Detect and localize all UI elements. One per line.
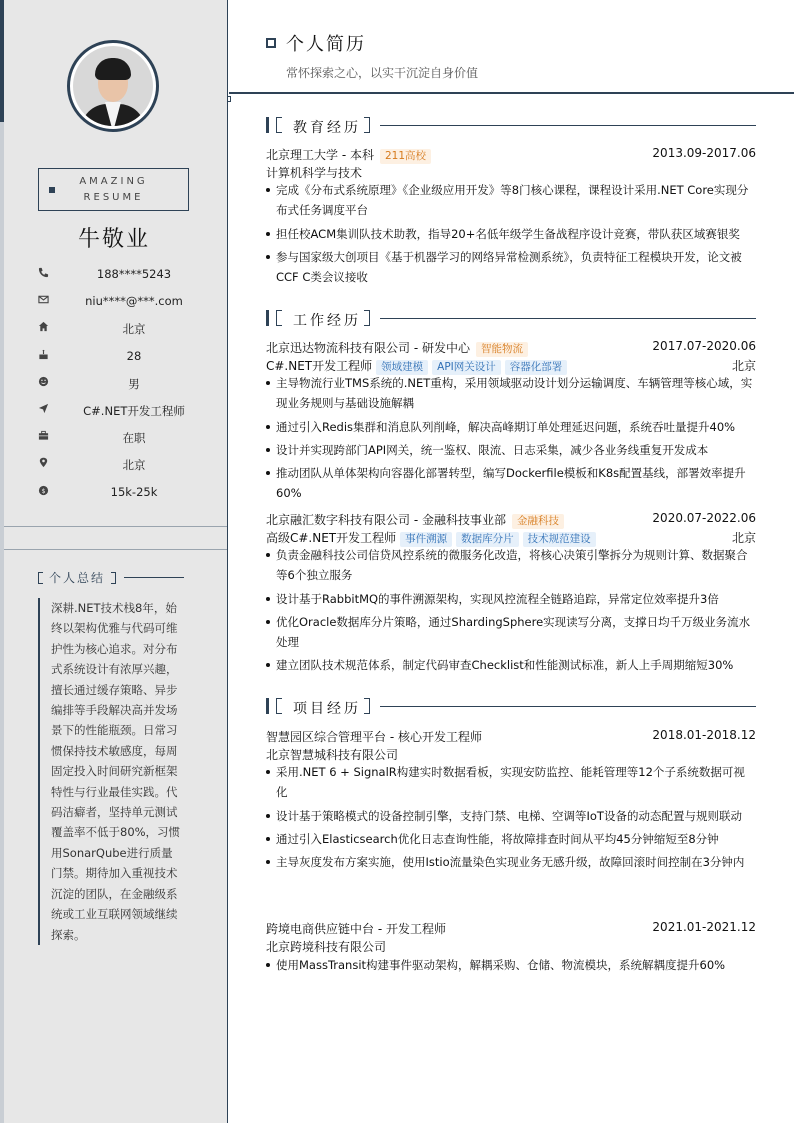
- education-period: 2013.09-2017.06: [652, 146, 756, 160]
- list-item: 采用.NET 6 + SignalR构建实时数据看板，实现安防监控、能耗管理等12个子系统数据可视化: [266, 762, 756, 803]
- section-heading-education: [266, 117, 756, 135]
- page-title: 个人简历: [286, 34, 366, 55]
- status-value: 在职: [122, 431, 146, 446]
- industry-badge: 智能物流: [476, 342, 528, 357]
- avatar: [67, 40, 159, 132]
- info-row-status: [0, 427, 228, 454]
- section-title: 项目经历: [293, 701, 361, 717]
- project-bullets: [266, 762, 756, 875]
- summary-heading: [38, 569, 116, 586]
- list-item: 设计并实现跨部门API网关，统一鉴权、限流、日志采集，减少各业务线重复开发成本: [266, 440, 756, 460]
- mail-icon: [38, 294, 49, 305]
- list-item: 推动团队从单体架构向容器化部署转型，编写Dockerfile模板和K8s配置基线，部署效率提升60%: [266, 463, 756, 504]
- sidebar-divider: [4, 526, 227, 527]
- job-role: 高级C#.NET开发工程师: [266, 531, 397, 545]
- resume-label: RESUME: [83, 192, 144, 203]
- salary-value: 15k-25k: [110, 484, 158, 499]
- summary-title: 个人总结: [49, 571, 106, 585]
- list-item: 主导灰度发布方案实施，使用Istio流量染色实现业务无感升级，故障回滚时间控制在3分钟内: [266, 852, 756, 872]
- smile-icon: [38, 376, 49, 387]
- person-name: 牛敬业: [77, 227, 150, 252]
- briefcase-icon: [38, 430, 49, 441]
- home-icon: [38, 321, 49, 332]
- project-header-row: [266, 728, 756, 745]
- list-item: 主导物流行业TMS系统的.NET重构，采用领域驱动设计划分运输调度、车辆管理等核心域，实现业务规则与基础设施解耦: [266, 373, 756, 414]
- section-title: 教育经历: [293, 120, 361, 136]
- info-row-email: [0, 291, 228, 318]
- info-row-gender: [0, 373, 228, 400]
- company-name: 北京融汇数字科技有限公司 - 金融科技事业部: [266, 513, 506, 527]
- skill-tag: 容器化部署: [505, 360, 568, 375]
- list-item: 通过引入Redis集群和消息队列削峰，解决高峰期订单处理延迟问题，系统吞吐量提升40%: [266, 417, 756, 437]
- money-icon: [38, 485, 49, 496]
- info-row-location: [0, 454, 228, 481]
- main-content: [229, 0, 794, 1123]
- school-name: 北京理工大学 - 本科: [266, 148, 374, 162]
- project-company: 北京智慧城科技有限公司: [266, 748, 399, 762]
- avatar-photo: [73, 46, 153, 126]
- skill-tag: 领域建模: [376, 360, 428, 375]
- skill-tag: 事件溯源: [400, 532, 452, 547]
- list-item: 设计基于RabbitMQ的事件溯源架构，实现风控流程全链路追踪，异常定位效率提升3倍: [266, 589, 756, 609]
- list-item: 优化Oracle数据库分片策略，通过ShardingSphere实现读写分离，支撑日均千万级业务流水处理: [266, 612, 756, 653]
- project-company-row: [266, 746, 756, 763]
- project-period: 2018.01-2018.12: [652, 728, 756, 742]
- job-bullets: [266, 545, 756, 679]
- cake-icon: [38, 349, 49, 360]
- age-value: 28: [126, 348, 142, 363]
- position-value: C#.NET开发工程师: [83, 403, 185, 418]
- city-value: 北京: [122, 322, 146, 337]
- info-row-position: [0, 400, 228, 427]
- summary-heading-line: [124, 577, 184, 578]
- education-header-row: [266, 146, 756, 163]
- job-header-row: [266, 511, 756, 528]
- page-subtitle: 常怀探索之心，以实干沉淀自身价值: [286, 66, 479, 80]
- info-row-salary: [0, 482, 228, 509]
- section-heading-work: [266, 310, 756, 328]
- job-header-row: [266, 339, 756, 356]
- project-bullets: [266, 955, 756, 978]
- job-bullets: [266, 373, 756, 507]
- list-item: 使用MassTransit构建事件驱动架构，解耦采购、仓储、物流模块，系统解耦度提升60%: [266, 955, 756, 975]
- location-icon: [38, 457, 49, 468]
- list-item: 负责金融科技公司信贷风控系统的微服务化改造，将核心决策引擎拆分为规则计算、数据聚合等6个独立服务: [266, 545, 756, 586]
- sidebar: [0, 0, 228, 1123]
- project-name: 跨境电商供应链中台 - 开发工程师: [266, 922, 446, 936]
- job-period: 2017.07-2020.06: [652, 339, 756, 353]
- email-value: niu****@***.com: [85, 294, 183, 309]
- resume-header: [229, 0, 794, 94]
- contact-info-list: [0, 264, 228, 509]
- list-item: 建立团队技术规范体系，制定代码审查Checklist和性能测试标准，新人上手周期缩短30%: [266, 655, 756, 675]
- project-company: 北京跨境科技有限公司: [266, 940, 387, 954]
- project-header-row: [266, 920, 756, 937]
- summary-text: 深耕.NET技术栈8年，始终以架构优雅与代码可维护性为核心追求。对分布式系统设计有浓厚兴趣，擅长通过缓存策略、异步编排等手段解决高并发场景下的性能瓶颈。日常习惯保持技术敏感度，每周固定投入时间研究新框架特性与行业最佳实践。代码洁癖者，坚持单元测试覆盖率不低于80%，习惯用SonarQube进行质量门禁。期待加入重视技术沉淀的团队，在金融级系统或工业互联网领域继续探索。: [38, 598, 184, 945]
- job-city: 北京: [731, 531, 756, 545]
- education-bullets: [266, 180, 756, 290]
- job-role-row: [266, 529, 756, 546]
- list-item: 通过引入Elasticsearch优化日志查询性能，将故障排查时间从平均45分钟缩短至8分钟: [266, 829, 756, 849]
- industry-badge: 金融科技: [512, 514, 564, 529]
- project-company-row: [266, 938, 756, 955]
- skill-tag: API网关设计: [432, 360, 501, 375]
- job-period: 2020.07-2022.06: [652, 511, 756, 525]
- phone-icon: [38, 267, 49, 278]
- sidebar-divider: [4, 549, 227, 550]
- section-heading-projects: [266, 698, 756, 716]
- skill-tag: 数据库分片: [456, 532, 519, 547]
- info-row-city: [0, 318, 228, 345]
- company-name: 北京迅达物流科技有限公司 - 研发中心: [266, 341, 470, 355]
- gender-value: 男: [128, 376, 140, 391]
- corner-mark: [227, 96, 231, 102]
- list-item: 参与国家级大创项目《基于机器学习的网络异常检测系统》，负责特征工程模块开发，论文被CCF C类会议接收: [266, 247, 756, 288]
- info-row-age: [0, 346, 228, 373]
- project-period: 2021.01-2021.12: [652, 920, 756, 934]
- amazing-label: AMAZING: [79, 176, 148, 187]
- square-dot-icon: [49, 187, 55, 193]
- list-item: 设计基于策略模式的设备控制引擎，支持门禁、电梯、空调等IoT设备的动态配置与规则联动: [266, 806, 756, 826]
- job-role-row: [266, 357, 756, 374]
- amazing-resume-box: [38, 168, 189, 211]
- skill-tag: 技术规范建设: [523, 532, 596, 547]
- job-city: 北京: [731, 359, 756, 373]
- school-badge: 211高校: [380, 149, 431, 164]
- list-item: 担任校ACM集训队技术助教，指导20+名低年级学生备战程序设计竞赛，带队获区域赛银奖: [266, 224, 756, 244]
- section-title: 工作经历: [293, 313, 361, 329]
- job-role: C#.NET开发工程师: [266, 359, 373, 373]
- phone-value: 188****5243: [96, 267, 172, 281]
- send-icon: [38, 403, 49, 414]
- svg-text:$: $: [41, 486, 46, 495]
- info-row-phone: [0, 264, 228, 291]
- major-name: 计算机科学与技术: [266, 166, 363, 180]
- list-item: 完成《分布式系统原理》《企业级应用开发》等8门核心课程，课程设计采用.NET Core实现分布式任务调度平台: [266, 180, 756, 221]
- location-value: 北京: [122, 458, 146, 473]
- square-outline-icon: [266, 38, 276, 48]
- project-name: 智慧园区综合管理平台 - 核心开发工程师: [266, 730, 482, 744]
- major-row: [266, 164, 756, 181]
